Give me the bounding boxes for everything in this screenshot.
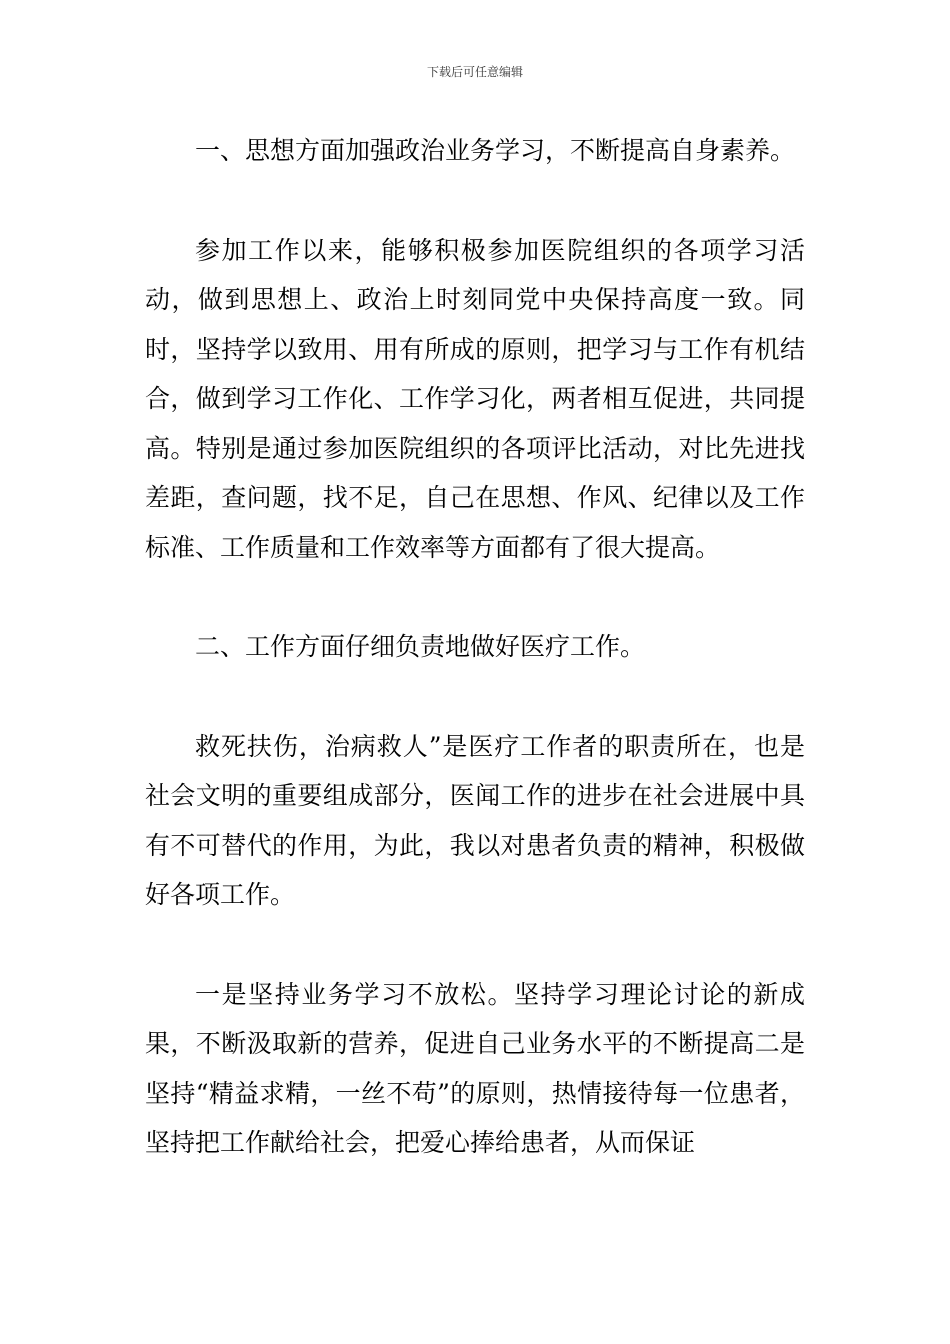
paragraph-1: 参加工作以来，能够积极参加医院组织的各项学习活动，做到思想上、政治上时刻同党中央保持高度一致。同时，坚持学以致用、用有所成的原则，把学习与工作有机结合，做到学习工作化、工作学习化，两者相互促进，共同提高。特别是通过参加医院组织的各项评比活动，对比先进找差距，查问题，找不足，自己在思想、作风、纪律以及工作标准、工作质量和工作效率等方面都有了很大提高。 xyxy=(145,235,805,562)
section-heading-2: 二、工作方面仔细负责地做好医疗工作。 xyxy=(195,632,646,661)
document-body xyxy=(145,126,805,1168)
page-header-note: 下载后可任意编辑 xyxy=(426,65,523,79)
paragraph-3: 一是坚持业务学习不放松。坚持学习理论讨论的新成果，不断汲取新的营养，促进自己业务水平的不断提高二是坚持“精益求精，一丝不苟”的原则，热情接待每一位患者，坚持把工作献给社会，把爱心捧给患者，从而保证 xyxy=(145,979,805,1157)
paragraph-2: 救死扶伤，治病救人”是医疗工作者的职责所在，也是社会文明的重要组成部分，医闻工作的进步在社会进展中具有不可替代的作用，为此，我以对患者负责的精神，积极做好各项工作。 xyxy=(145,731,805,909)
section-heading-1: 一、思想方面加强政治业务学习，不断提高自身素养。 xyxy=(195,136,796,165)
